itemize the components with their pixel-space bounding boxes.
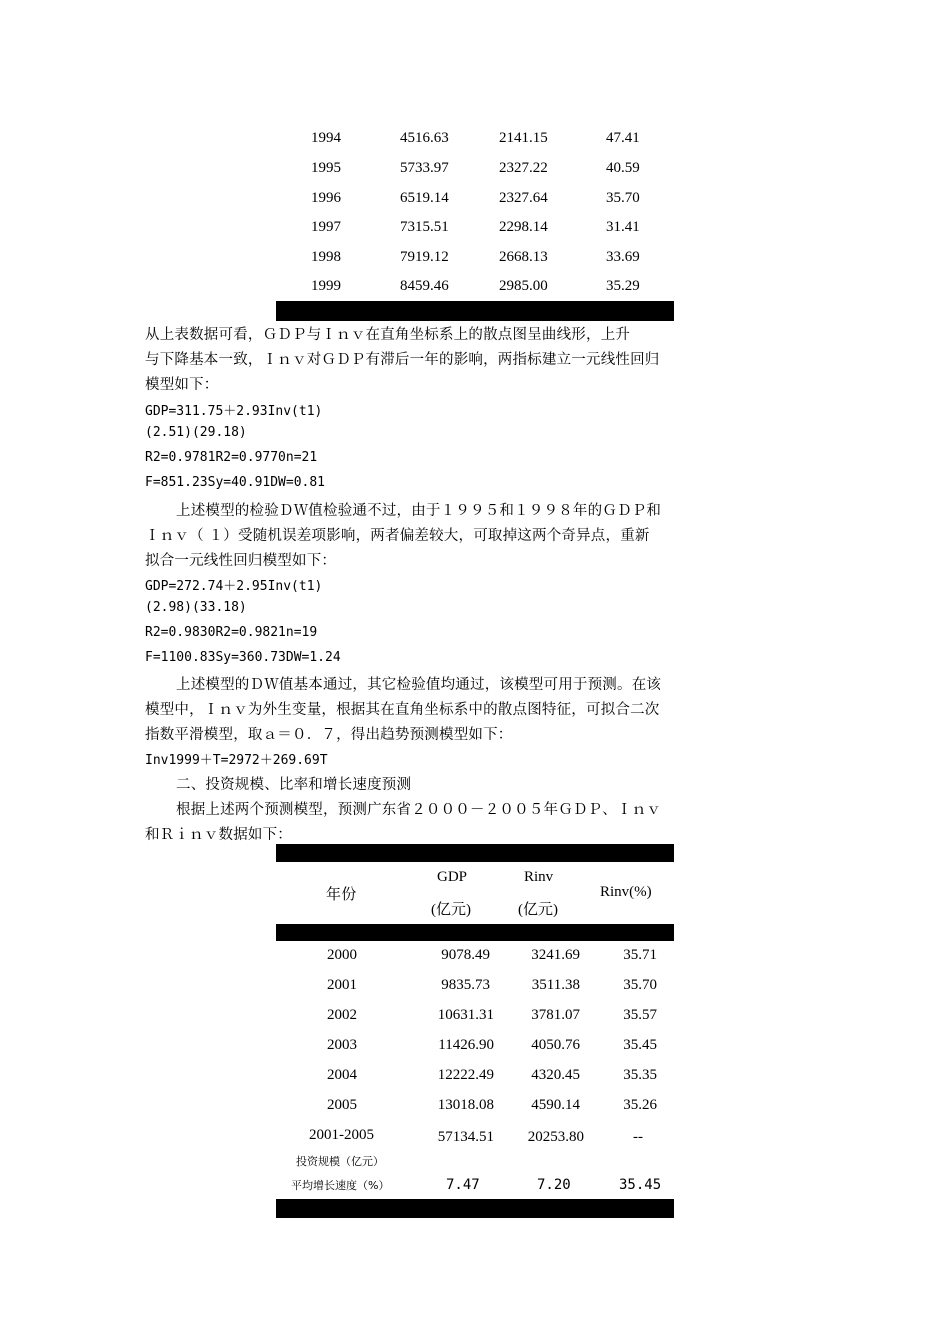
table-cell: 3781.07 <box>531 1007 580 1023</box>
equation: (2.51)(29.18) <box>145 425 247 440</box>
table-row-year: 1999 <box>311 278 341 294</box>
table-row-year: 1994 <box>311 130 341 146</box>
table-cell: 2327.64 <box>499 190 548 206</box>
table-cell: 5733.97 <box>400 160 449 176</box>
total-gdp: 57134.51 <box>437 1129 494 1145</box>
table-row-year: 1996 <box>311 190 341 206</box>
growth-gdp: 7.47 <box>446 1177 480 1193</box>
table-cell: 47.41 <box>606 130 640 146</box>
growth-rinv: 7.20 <box>537 1177 571 1193</box>
table-cell: 8459.46 <box>400 278 449 294</box>
table-cell: 31.41 <box>606 219 640 235</box>
table-cell: 11426.90 <box>438 1037 494 1053</box>
paragraph-line: 拟合一元线性回归模型如下： <box>145 553 337 569</box>
table-cell: 35.70 <box>606 190 640 206</box>
column-header-rinv-unit: (亿元) <box>518 902 558 918</box>
table-row-year: 2003 <box>327 1037 357 1053</box>
paragraph-line: Ｉｎｖ（ １）受随机误差项影响，两者偏差较大，可取掉这两个奇异点，重新 <box>145 528 650 544</box>
table-row-year: 1997 <box>311 219 341 235</box>
table-cell: 7315.51 <box>400 219 449 235</box>
paragraph-line: 指数平滑模型，取ａ＝０．７，得出趋势预测模型如下： <box>145 727 513 743</box>
total-row-label: 2001-2005 <box>309 1127 374 1143</box>
paragraph-line: 模型如下： <box>145 377 219 393</box>
column-header-gdp: GDP <box>437 869 468 885</box>
table-cell: 6519.14 <box>400 190 449 206</box>
table-row-year: 2004 <box>327 1067 357 1083</box>
paragraph-line: 和Ｒｉｎｖ数据如下： <box>145 827 292 843</box>
equation: F=851.23Sy=40.91DW=0.81 <box>145 475 326 490</box>
table-row-year: 2000 <box>327 947 357 963</box>
growth-row-label: 平均增长速度（%） <box>291 1179 390 1192</box>
table-cell: 35.35 <box>623 1067 657 1083</box>
table-header-rule <box>276 924 674 941</box>
table-cell: 35.70 <box>623 977 657 993</box>
total-pct: -- <box>633 1129 643 1145</box>
table-cell: 2141.15 <box>499 130 548 146</box>
equation: F=1100.83Sy=360.73DW=1.24 <box>145 650 341 665</box>
growth-pct: 35.45 <box>619 1177 662 1193</box>
paragraph-line: 模型中，Ｉｎｖ为外生变量，根据其在直角坐标系中的散点图特征，可拟合二次 <box>145 702 660 718</box>
table-row-year: 1998 <box>311 249 341 265</box>
table-cell: 2298.14 <box>499 219 548 235</box>
paragraph-line: 根据上述两个预测模型，预测广东省２０００－２００５年ＧＤＰ、Ｉｎｖ <box>176 802 662 818</box>
column-header-year: 年份 <box>326 885 357 903</box>
table-cell: 35.57 <box>623 1007 657 1023</box>
paragraph-line: 上述模型的检验ＤＷ值检验通不过，由于１９９５和１９９８年的ＧＤＰ和 <box>176 503 662 519</box>
table-cell: 3241.69 <box>531 947 580 963</box>
table-top-rule <box>276 844 674 862</box>
table-row-year: 2002 <box>327 1007 357 1023</box>
table-cell: 4590.14 <box>531 1097 580 1113</box>
table-cell: 33.69 <box>606 249 640 265</box>
table-cell: 4050.76 <box>531 1037 580 1053</box>
table-cell: 35.26 <box>623 1097 657 1113</box>
table-row-year: 2005 <box>327 1097 357 1113</box>
table-cell: 7919.12 <box>400 249 449 265</box>
table-row-year: 1995 <box>311 160 341 176</box>
table-cell: 3511.38 <box>531 977 580 993</box>
table-cell: 35.71 <box>623 947 657 963</box>
column-header-rinv: Rinv <box>524 869 554 885</box>
table-cell: 10631.31 <box>437 1007 494 1023</box>
paragraph-line: 与下降基本一致，Ｉｎｖ对ＧＤＰ有滞后一年的影响，两指标建立一元线性回归 <box>145 352 660 368</box>
table-cell: 12222.49 <box>437 1067 494 1083</box>
equation: Inv1999＋T=2972＋269.69T <box>145 753 328 768</box>
table-cell: 2668.13 <box>499 249 548 265</box>
table-cell: 9835.73 <box>441 977 490 993</box>
table-cell: 9078.49 <box>441 947 490 963</box>
table-cell: 4320.45 <box>531 1067 580 1083</box>
table-cell: 13018.08 <box>437 1097 494 1113</box>
total-row-sublabel: 投资规模（亿元） <box>296 1155 384 1168</box>
section-heading: 二、投资规模、比率和增长速度预测 <box>176 777 412 793</box>
equation: R2=0.9830R2=0.9821n=19 <box>145 625 318 640</box>
total-rinv: 20253.80 <box>527 1129 584 1145</box>
column-header-rinv-pct: Rinv(%) <box>600 884 652 900</box>
table-row-year: 2001 <box>327 977 357 993</box>
paragraph-line: 从上表数据可看，ＧＤＰ与Ｉｎｖ在直角坐标系上的散点图呈曲线形，上升 <box>145 327 631 343</box>
column-header-gdp-unit: (亿元) <box>431 902 471 918</box>
equation: GDP=272.74＋2.95Inv(t1) <box>145 579 323 594</box>
equation: (2.98)(33.18) <box>145 600 247 615</box>
table-bottom-rule <box>276 301 674 321</box>
table-cell: 2327.22 <box>499 160 548 176</box>
equation: R2=0.9781R2=0.9770n=21 <box>145 450 318 465</box>
table-cell: 2985.00 <box>499 278 548 294</box>
table-cell: 35.45 <box>623 1037 657 1053</box>
paragraph-line: 上述模型的ＤＷ值基本通过，其它检验值均通过，该模型可用于预测。在该 <box>176 677 662 693</box>
table-bottom-rule <box>276 1199 674 1218</box>
table-cell: 4516.63 <box>400 130 449 146</box>
table-cell: 35.29 <box>606 278 640 294</box>
table-cell: 40.59 <box>606 160 640 176</box>
equation: GDP=311.75＋2.93Inv(t1) <box>145 404 323 419</box>
